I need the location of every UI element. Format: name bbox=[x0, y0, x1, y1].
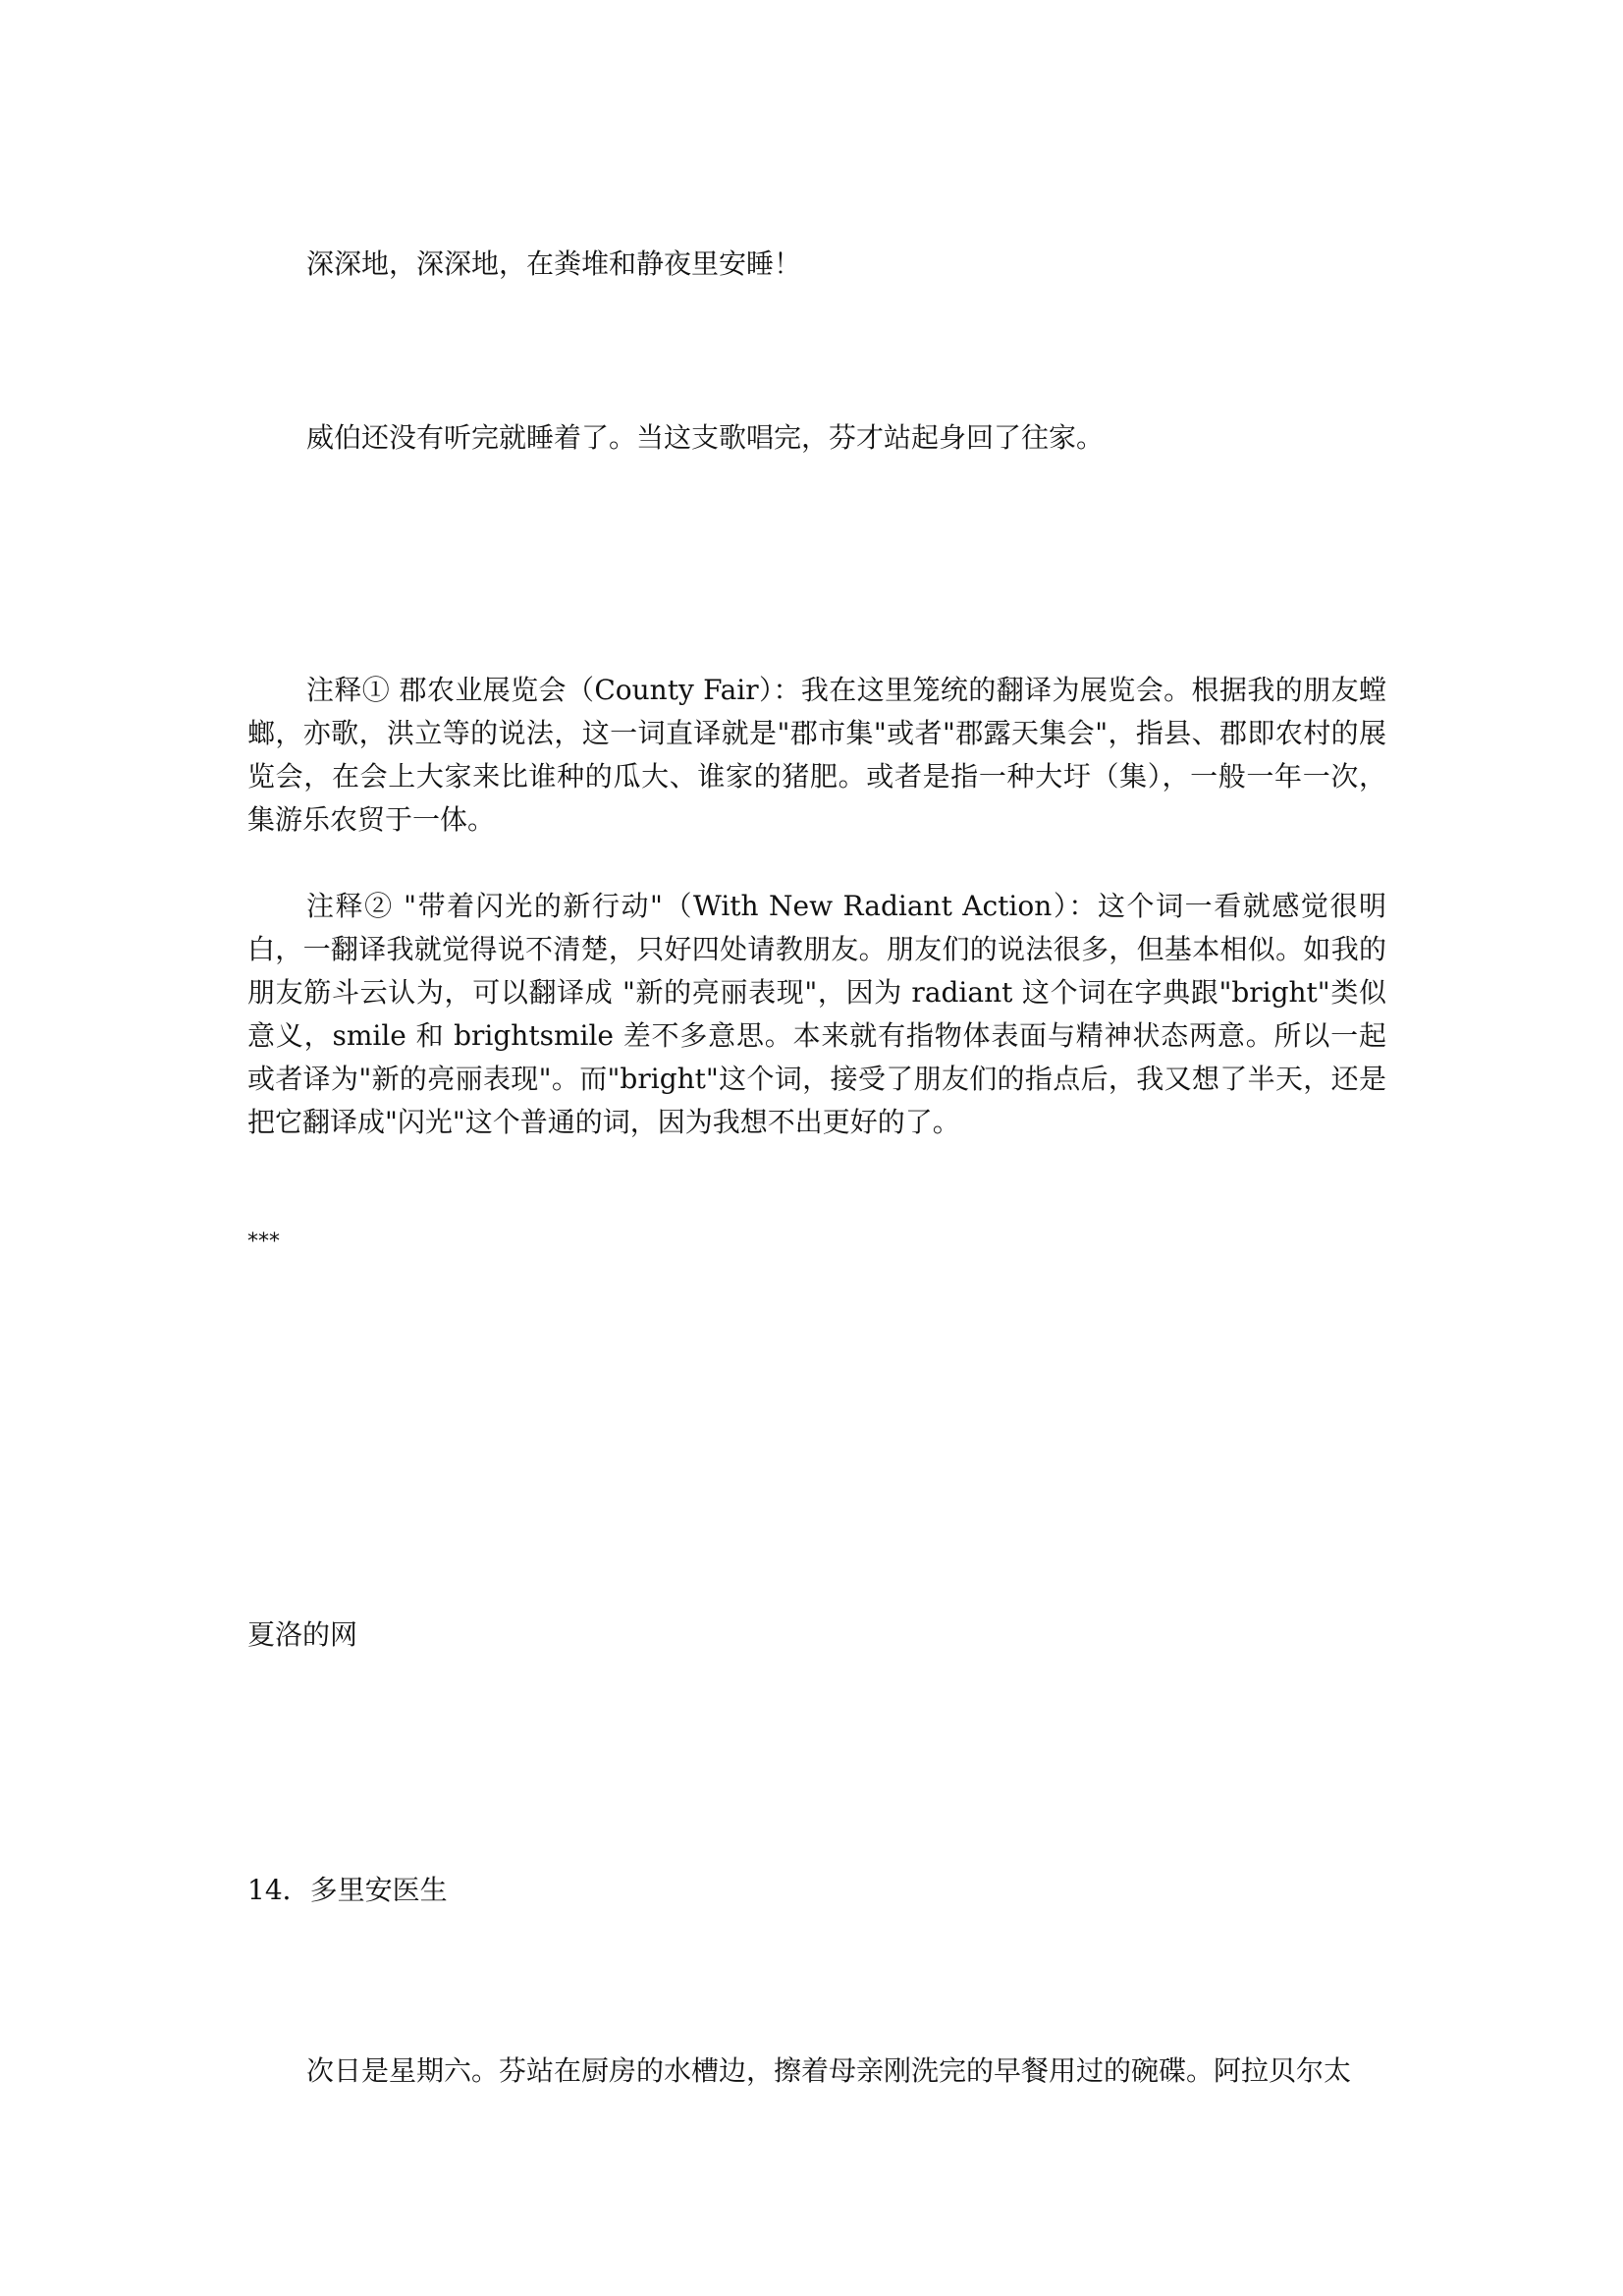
book-title: 夏洛的网 bbox=[247, 1618, 358, 1651]
section-divider: *** bbox=[247, 1230, 280, 1254]
footnote-1: 注释① 郡农业展览会（County Fair）：我在这里笼统的翻译为展览会。根据我的朋友螳螂，亦歌，洪立等的说法，这一词直译就是"郡市集"或者"郡露天集会"，指县、郡即农村的展览会，在会上大家来比谁种的瓜大、谁家的猪肥。或者是指一种大圩（集），一般一年一次，集游乐农贸于一体。 bbox=[247, 674, 1386, 836]
story-paragraph: 威伯还没有听完就睡着了。当这支歌唱完，芬才站起身回了往家。 bbox=[306, 421, 1105, 454]
chapter-heading: 14．多里安医生 bbox=[247, 1874, 448, 1906]
chapter-opening-paragraph: 次日是星期六。芬站在厨房的水槽边，擦着母亲刚洗完的早餐用过的碗碟。阿拉贝尔太 bbox=[306, 2054, 1352, 2087]
poem-line: 深深地，深深地，在粪堆和静夜里安睡！ bbox=[306, 247, 802, 280]
footnote-2: 注释② "带着闪光的新行动"（With New Radiant Action）：这个词一看就感觉很明白，一翻译我就觉得说不清楚，只好四处请教朋友。朋友们的说法很多，但基本相似。如我的朋友筋斗云认为，可以翻译成 "新的亮丽表现"，因为 radiant 这个词在字典跟"bright"类似意义，smile 和 brightsmile 差不多意思。本来就有指物体表面与精神状态两意。所以一起或者译为"新的亮丽表现"。而"bright"这个词，接受了朋友们的指点后，我又想了半天，还是把它翻译成"闪光"这个普通的词，因为我想不出更好的了。 bbox=[247, 890, 1386, 1138]
